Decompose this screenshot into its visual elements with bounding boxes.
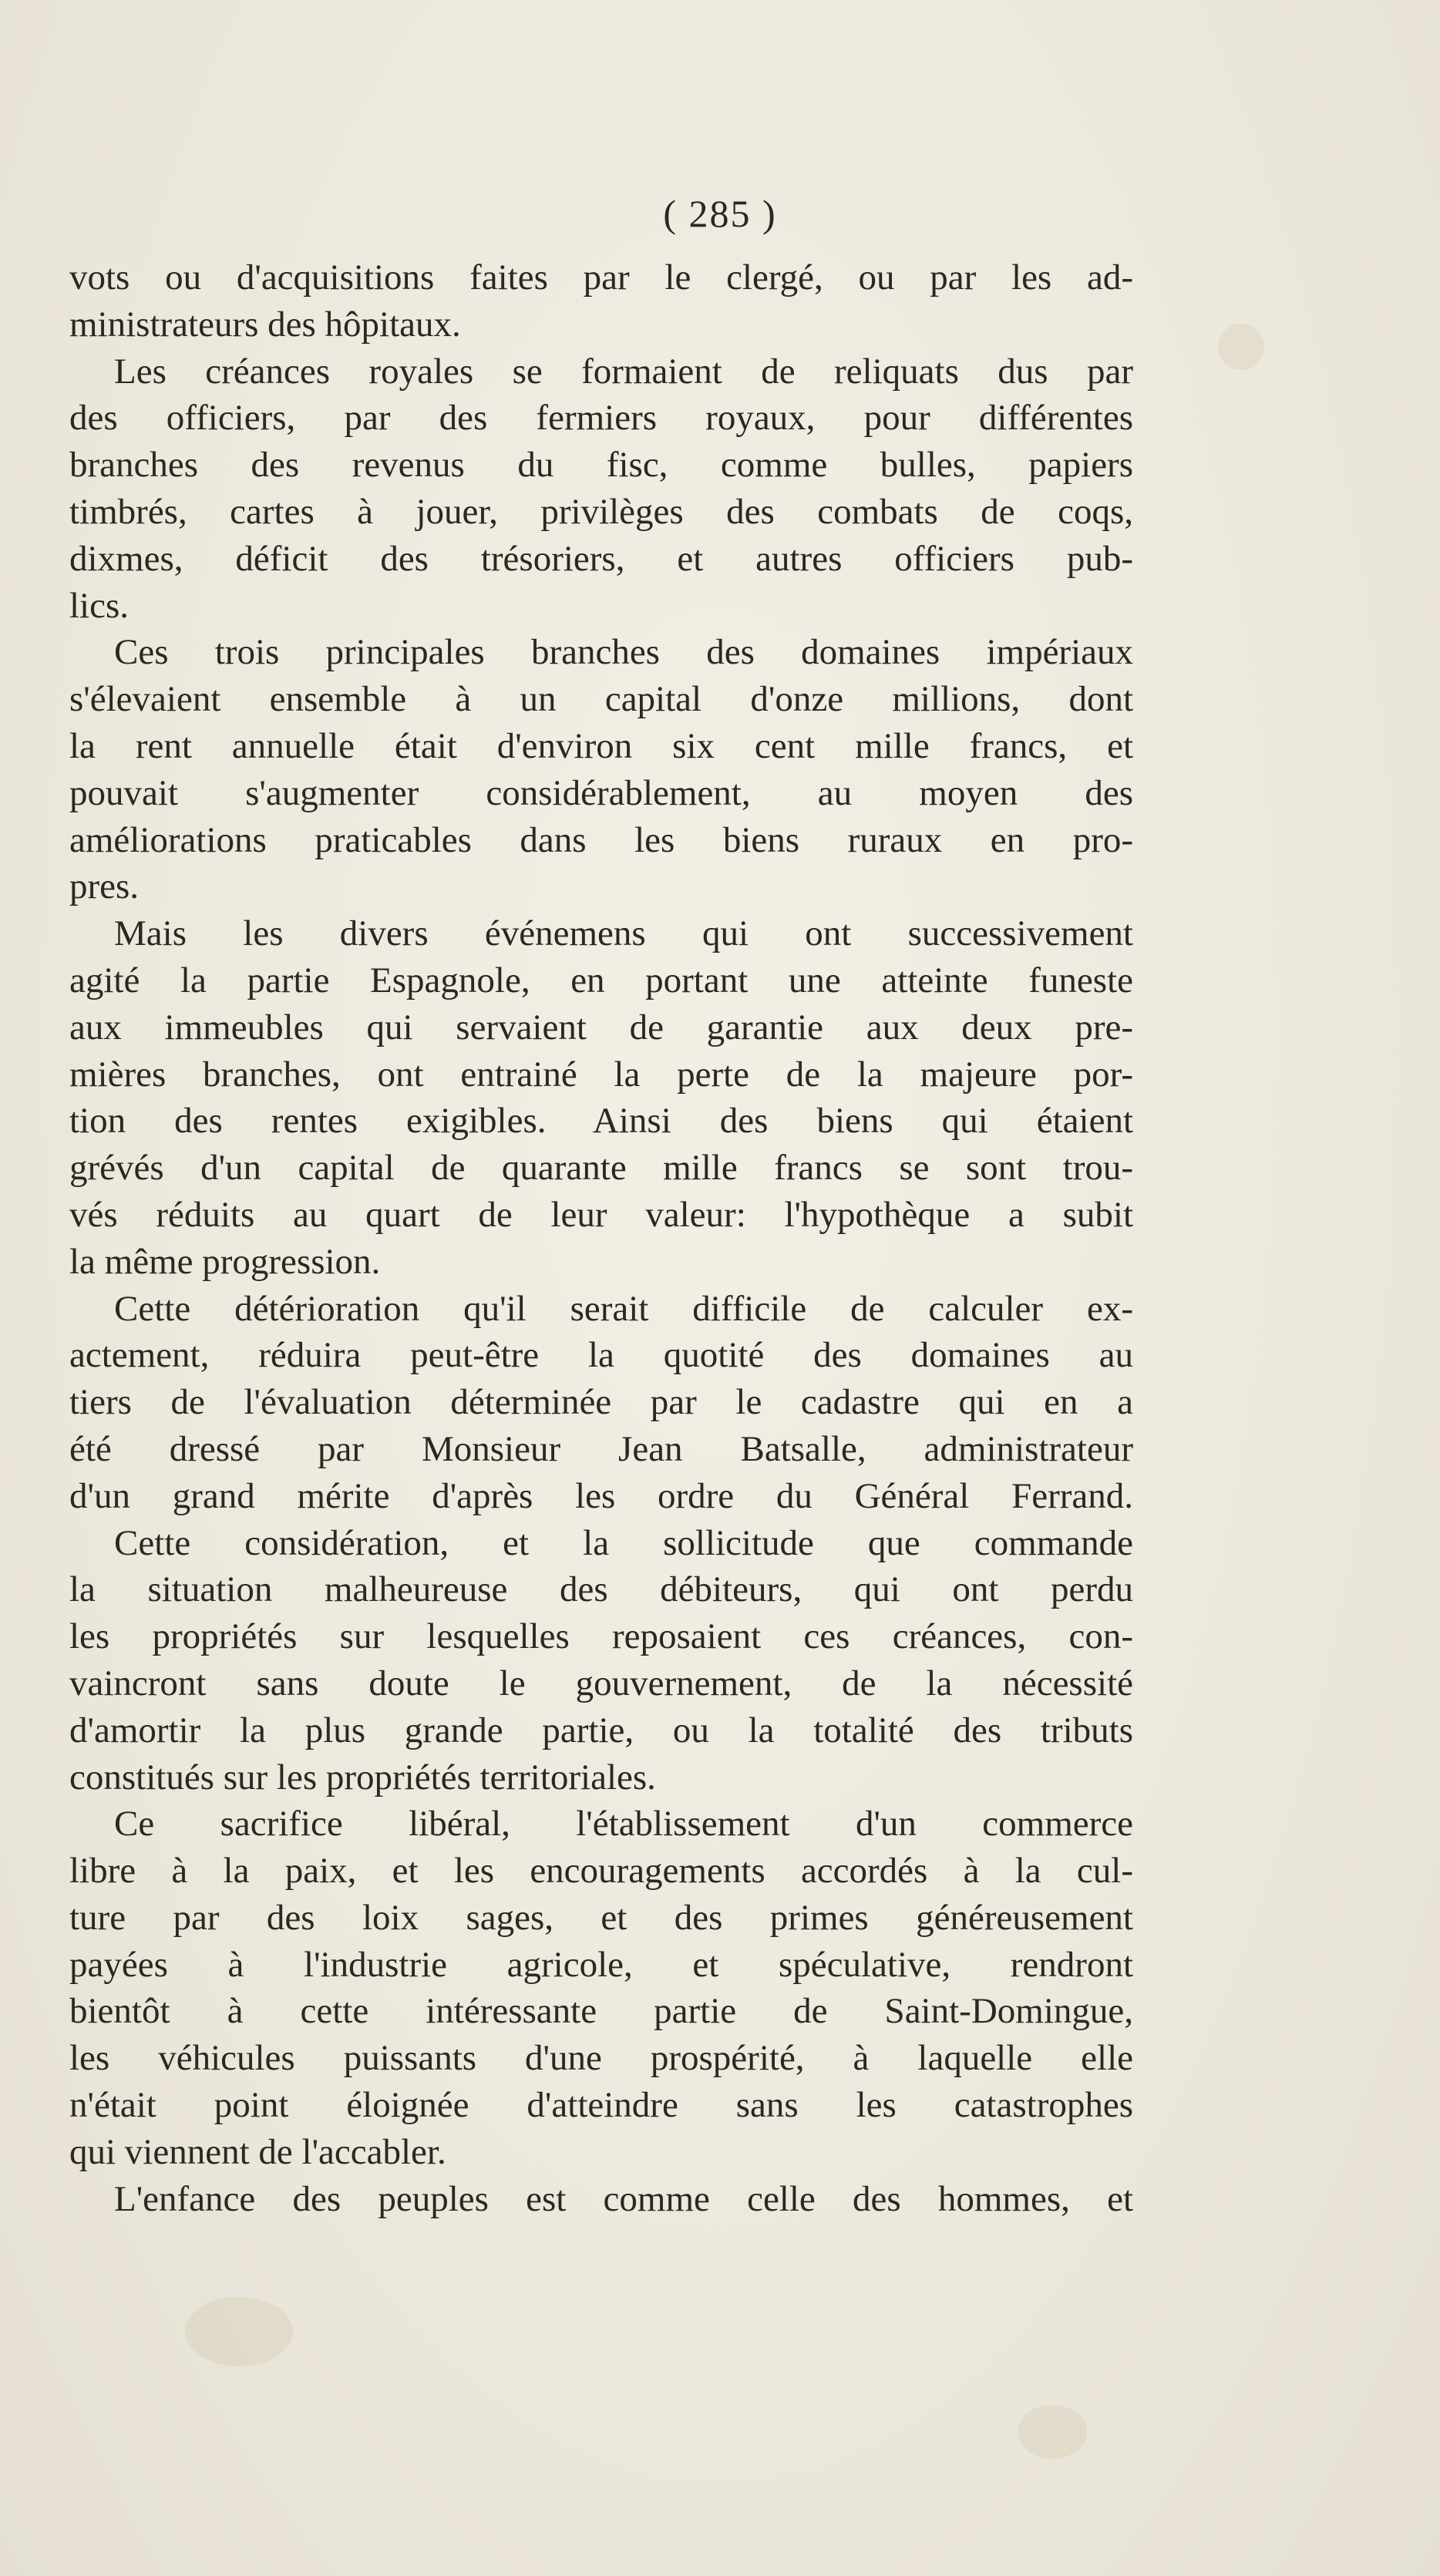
text-line: Cette considération, et la sollicitude que commande (114, 1522, 1133, 1563)
text-line: L'enfance des peuples est comme celle des hommes, et (114, 2178, 1133, 2219)
paper-stain (1218, 324, 1264, 370)
text-line: constitués sur les propriétés territoriales. (69, 1757, 656, 1797)
text-line: vaincront sans doute le gouvernement, de la nécessité (69, 1663, 1133, 1703)
text-line: vés réduits au quart de leur valeur: l'hypothèque a subit (69, 1194, 1133, 1235)
text-line: des officiers, par des fermiers royaux, pour différentes (69, 398, 1133, 439)
text-line: la rent annuelle était d'environ six cent mille francs, et (69, 725, 1133, 766)
text-line: les véhicules puissants d'une prospérité, à laquelle elle (69, 2038, 1133, 2079)
text-line: Ce sacrifice libéral, l'établissement d'un commerce (114, 1804, 1133, 1845)
text-line: mières branches, ont entrainé la perte de la majeure por- (69, 1054, 1133, 1095)
text-line: aux immeubles qui servaient de garantie aux deux pre- (69, 1007, 1133, 1048)
text-line: tiers de l'évaluation déterminée par le cadastre qui en a (69, 1382, 1133, 1423)
text-line: Les créances royales se formaient de reliquats dus par (114, 351, 1133, 392)
text-line: actement, réduira peut-être la quotité des domaines au (69, 1335, 1133, 1376)
text-line: d'amortir la plus grande partie, ou la totalité des tributs (69, 1710, 1133, 1750)
text-line: Mais les divers événemens qui ont successivement (114, 913, 1133, 954)
text-line: dixmes, déficit des trésoriers, et autres officiers pub- (69, 538, 1133, 579)
text-line: ministrateurs des hôpitaux. (69, 304, 461, 345)
text-line: la situation malheureuse des débiteurs, qui ont perdu (69, 1569, 1133, 1610)
text-line: timbrés, cartes à jouer, privilèges des combats de coqs, (69, 491, 1133, 532)
text-line: tion des rentes exigibles. Ainsi des biens qui étaient (69, 1101, 1133, 1142)
text-line: été dressé par Monsieur Jean Batsalle, administrateur (69, 1428, 1133, 1469)
page-number: ( 285 ) (663, 192, 777, 235)
text-line: améliorations praticables dans les biens ruraux en pro- (69, 819, 1133, 860)
text-line: qui viennent de l'accabler. (69, 2131, 446, 2172)
paper-stain (185, 2297, 293, 2366)
text-line: Cette détérioration qu'il serait difficile de calculer ex- (114, 1288, 1133, 1329)
text-line: les propriétés sur lesquelles reposaient ces créances, con- (69, 1616, 1133, 1657)
text-line: d'un grand mérite d'après les ordre du Général Ferrand. (69, 1475, 1133, 1516)
paper-stain (1018, 2405, 1087, 2459)
text-line: s'élevaient ensemble à un capital d'onze millions, dont (69, 679, 1133, 720)
text-line: payées à l'industrie agricole, et spéculative, rendront (69, 1944, 1133, 1985)
text-line: la même progression. (69, 1241, 381, 1282)
text-line: agité la partie Espagnole, en portant une atteinte funeste (69, 960, 1133, 1000)
text-line: Ces trois principales branches des domaines impériaux (114, 632, 1133, 673)
text-line: lics. (69, 585, 130, 626)
text-line: libre à la paix, et les encouragements accordés à la cul- (69, 1851, 1133, 1892)
body-text (69, 254, 1133, 2222)
text-line: branches des revenus du fisc, comme bulles, papiers (69, 445, 1133, 486)
text-line: n'était point éloignée d'atteindre sans les catastrophes (69, 2085, 1133, 2126)
text-line: ture par des loix sages, et des primes généreusement (69, 1897, 1133, 1938)
text-line: pouvait s'augmenter considérablement, au moyen des (69, 772, 1133, 813)
text-line: bientôt à cette intéressante partie de Saint-Domingue, (69, 1991, 1133, 2032)
text-line: vots ou d'acquisitions faites par le clergé, ou par les ad- (69, 257, 1133, 298)
text-line: pres. (69, 866, 140, 907)
text-line: grévés d'un capital de quarante mille francs se sont trou- (69, 1148, 1133, 1189)
